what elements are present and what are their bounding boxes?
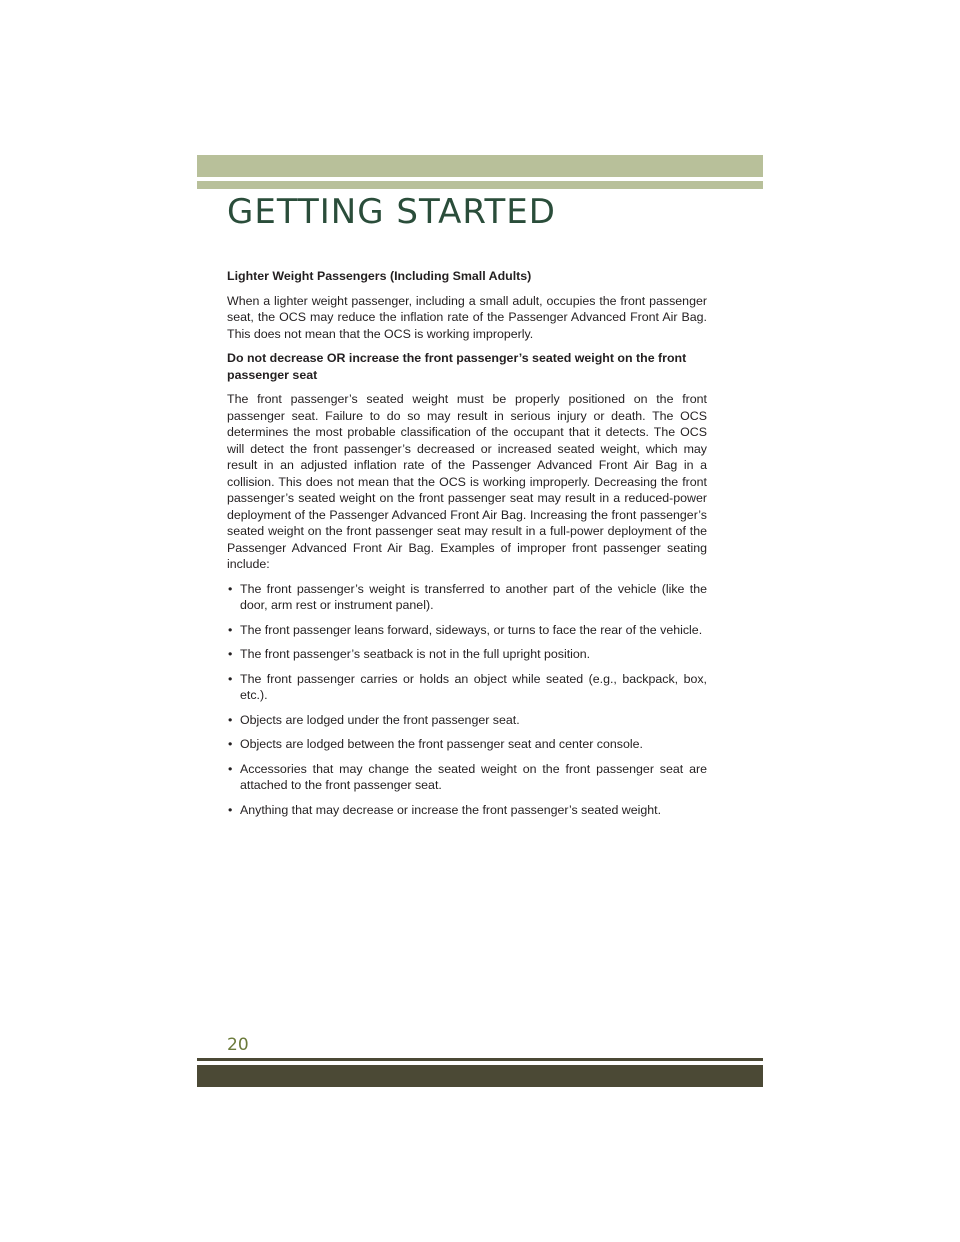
bullet-icon: •	[228, 712, 233, 727]
list-item-text: Accessories that may change the seated weight on the front passenger seat are attached to the front passenger seat.	[240, 761, 707, 792]
page-content	[227, 268, 707, 826]
bullet-icon: •	[228, 581, 233, 596]
paragraph-seated-weight: The front passenger’s seated weight must be properly positioned on the front passenger seat. Failure to do so may result in serious injury or death. The OCS determines the most probable classification of the occupant that it detects. The OCS will detect the front passenger’s decreased or increased seated weight, which may result in an adjusted inflation rate of the Passenger Advanced Front Air Bag in a collision. This does not mean that the OCS is working improperly. Decreasing the front passenger’s seated weight on the front passenger seat may result in a reduced-power deployment of the Passenger Advanced Front Air Bag. Increasing the front passenger’s seated weight on the front passenger seat may result in a full-power deployment of the Passenger Advanced Front Air Bag. Examples of improper front passenger seating include:	[227, 392, 707, 571]
bullet-icon: •	[228, 802, 233, 817]
list-item	[227, 712, 707, 729]
list-item	[227, 671, 707, 704]
list-item	[227, 646, 707, 663]
subheading-seated-weight: Do not decrease OR increase the front passenger’s seated weight on the front passenger seat	[227, 351, 687, 382]
bullet-icon: •	[228, 647, 233, 661]
list-item-text: The front passenger’s seatback is not in the full upright position.	[240, 647, 591, 661]
subheading-lighter-weight: Lighter Weight Passengers (Including Small Adults)	[227, 269, 532, 283]
list-item	[227, 622, 707, 639]
list-item-text: The front passenger carries or holds an object while seated (e.g., backpack, box, etc.).	[240, 671, 707, 702]
header-band	[197, 155, 763, 177]
improper-seating-list	[227, 581, 707, 819]
section-title: GETTING STARTED	[227, 192, 556, 232]
bullet-icon: •	[228, 761, 233, 776]
list-item-text: The front passenger’s weight is transferred to another part of the vehicle (like the door, arm rest or instrument panel).	[240, 581, 707, 612]
page-number: 20	[227, 1035, 249, 1055]
list-item	[227, 581, 707, 614]
list-item	[227, 736, 707, 753]
paragraph-lighter-weight: When a lighter weight passenger, including a small adult, occupies the front passenger seat, the OCS may reduce the inflation rate of the Passenger Advanced Front Air Bag. This does not mean that the OCS is working improperly.	[227, 293, 707, 341]
list-item	[227, 761, 707, 794]
list-item	[227, 802, 707, 819]
list-item-text: Objects are lodged between the front passenger seat and center console.	[240, 737, 643, 751]
bullet-icon: •	[228, 622, 233, 637]
footer-rule	[197, 1058, 763, 1061]
list-item-text: The front passenger leans forward, sideways, or turns to face the rear of the vehicle.	[240, 622, 703, 637]
header-rule	[197, 181, 763, 189]
bullet-icon: •	[228, 737, 233, 751]
list-item-text: Objects are lodged under the front passenger seat.	[240, 712, 520, 727]
footer-band	[197, 1065, 763, 1087]
list-item-text: Anything that may decrease or increase the front passenger’s seated weight.	[240, 802, 662, 817]
bullet-icon: •	[228, 671, 233, 686]
